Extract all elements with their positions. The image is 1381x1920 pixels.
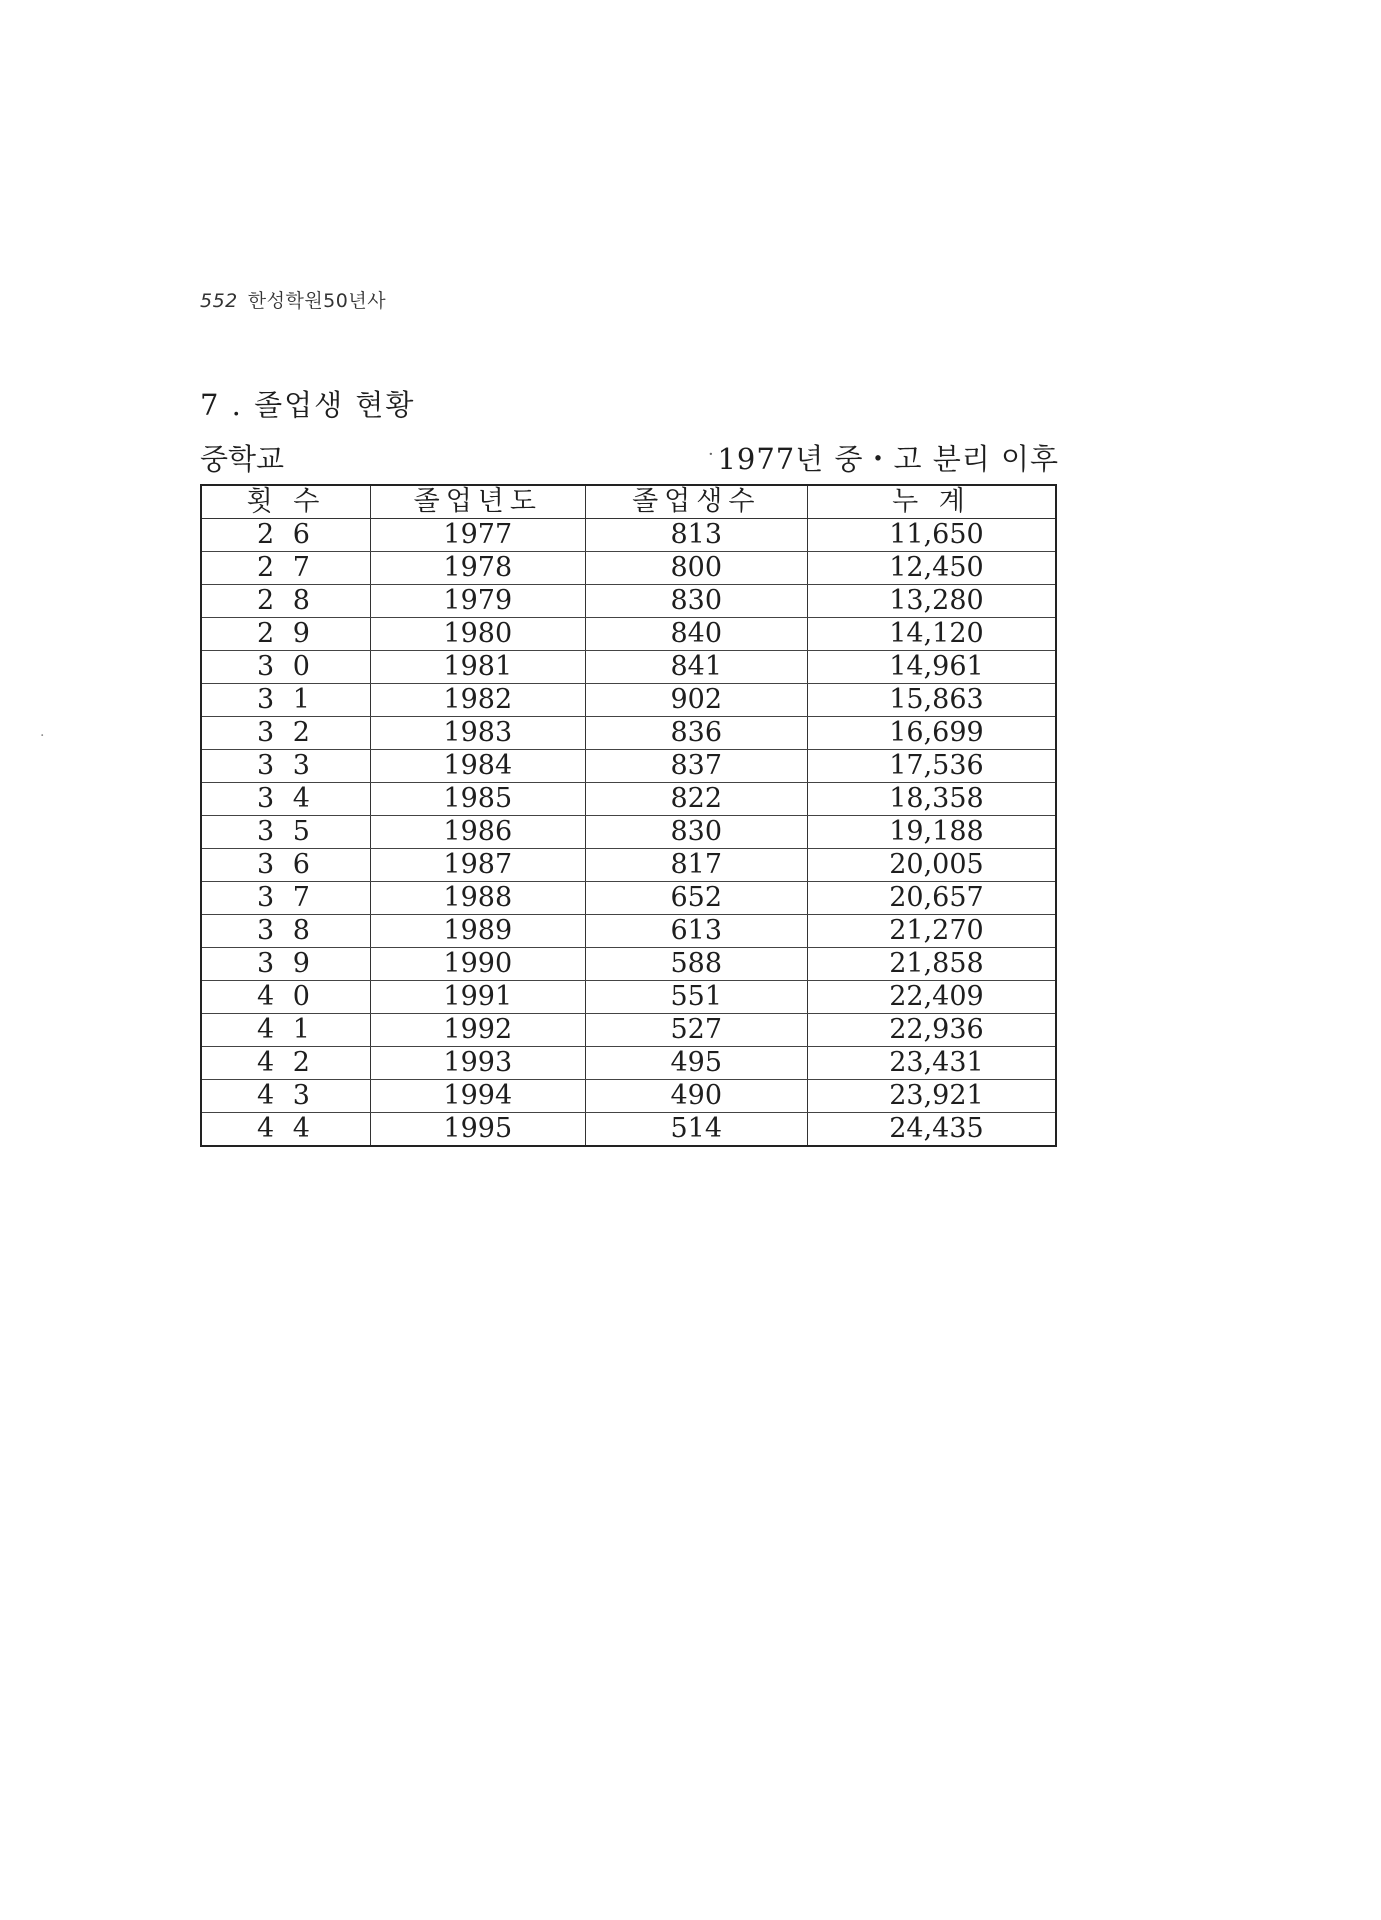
table-row [201,1047,1056,1080]
cell-cumulative: 21,858 [807,948,1056,981]
cell-year: 1991 [371,981,586,1014]
cell-graduates: 514 [585,1113,807,1147]
cell-count: 2 6 [201,519,371,552]
section-title: 7 . 졸업생 현황 [200,388,416,422]
cell-count: 3 8 [201,915,371,948]
cell-graduates: 836 [585,717,807,750]
table-row [201,816,1056,849]
school-label: 중학교 [200,442,285,476]
cell-graduates: 840 [585,618,807,651]
cell-year: 1978 [371,552,586,585]
cell-count: 3 1 [201,684,371,717]
cell-year: 1982 [371,684,586,717]
column-header-count: 횟 수 [201,485,371,519]
cell-cumulative: 18,358 [807,783,1056,816]
cell-count: 4 4 [201,1113,371,1147]
cell-cumulative: 19,188 [807,816,1056,849]
table-row [201,981,1056,1014]
table-row [201,948,1056,981]
cell-count: 3 3 [201,750,371,783]
cell-year: 1981 [371,651,586,684]
cell-year: 1987 [371,849,586,882]
cell-graduates: 551 [585,981,807,1014]
cell-graduates: 800 [585,552,807,585]
cell-cumulative: 16,699 [807,717,1056,750]
cell-count: 3 5 [201,816,371,849]
table-row [201,882,1056,915]
table-row [201,915,1056,948]
cell-year: 1990 [371,948,586,981]
cell-graduates: 613 [585,915,807,948]
table-header-row [201,485,1056,519]
page-number: 552 [200,290,238,312]
cell-count: 3 7 [201,882,371,915]
cell-year: 1989 [371,915,586,948]
cell-year: 1995 [371,1113,586,1147]
cell-year: 1983 [371,717,586,750]
cell-cumulative: 20,657 [807,882,1056,915]
cell-count: 4 0 [201,981,371,1014]
cell-cumulative: 22,936 [807,1014,1056,1047]
cell-graduates: 830 [585,816,807,849]
table-row [201,1113,1056,1147]
cell-graduates: 837 [585,750,807,783]
table-row [201,717,1056,750]
cell-count: 2 7 [201,552,371,585]
cell-year: 1985 [371,783,586,816]
cell-count: 3 2 [201,717,371,750]
cell-graduates: 490 [585,1080,807,1113]
cell-year: 1977 [371,519,586,552]
cell-cumulative: 14,961 [807,651,1056,684]
column-header-cumulative: 누 계 [807,485,1056,519]
cell-year: 1988 [371,882,586,915]
cell-cumulative: 13,280 [807,585,1056,618]
cell-count: 3 0 [201,651,371,684]
book-title: 한성학원50년사 [247,290,387,312]
cell-cumulative: 23,921 [807,1080,1056,1113]
cell-graduates: 813 [585,519,807,552]
table-row [201,849,1056,882]
cell-year: 1980 [371,618,586,651]
cell-count: 3 4 [201,783,371,816]
table-row [201,519,1056,552]
cell-year: 1993 [371,1047,586,1080]
column-header-year: 졸업년도 [371,485,586,519]
cell-graduates: 817 [585,849,807,882]
cell-count: 2 8 [201,585,371,618]
cell-graduates: 822 [585,783,807,816]
cell-count: 2 9 [201,618,371,651]
cell-graduates: 902 [585,684,807,717]
cell-year: 1992 [371,1014,586,1047]
cell-count: 4 2 [201,1047,371,1080]
cell-cumulative: 11,650 [807,519,1056,552]
cell-cumulative: 15,863 [807,684,1056,717]
scan-speck: · [708,444,714,465]
cell-cumulative: 12,450 [807,552,1056,585]
cell-cumulative: 20,005 [807,849,1056,882]
margin-speck: · [40,728,45,744]
table-row [201,1014,1056,1047]
table-body [201,519,1056,1147]
cell-cumulative: 17,536 [807,750,1056,783]
running-header [200,286,386,313]
cell-count: 4 1 [201,1014,371,1047]
cell-graduates: 652 [585,882,807,915]
cell-graduates: 841 [585,651,807,684]
cell-year: 1979 [371,585,586,618]
table-row [201,1080,1056,1113]
table-row [201,750,1056,783]
cell-graduates: 495 [585,1047,807,1080]
table-row [201,684,1056,717]
table-row [201,585,1056,618]
graduates-table [200,484,1057,1147]
table-row [201,552,1056,585]
cell-graduates: 588 [585,948,807,981]
cell-count: 4 3 [201,1080,371,1113]
cell-graduates: 527 [585,1014,807,1047]
cell-cumulative: 22,409 [807,981,1056,1014]
cell-cumulative: 14,120 [807,618,1056,651]
cell-year: 1986 [371,816,586,849]
table-row [201,618,1056,651]
table-row [201,651,1056,684]
cell-count: 3 9 [201,948,371,981]
cell-year: 1984 [371,750,586,783]
cell-count: 3 6 [201,849,371,882]
period-note: 1977년 중・고 분리 이후 [717,442,1059,476]
cell-graduates: 830 [585,585,807,618]
cell-year: 1994 [371,1080,586,1113]
table-row [201,783,1056,816]
cell-cumulative: 21,270 [807,915,1056,948]
column-header-graduates: 졸업생수 [585,485,807,519]
cell-cumulative: 23,431 [807,1047,1056,1080]
cell-cumulative: 24,435 [807,1113,1056,1147]
